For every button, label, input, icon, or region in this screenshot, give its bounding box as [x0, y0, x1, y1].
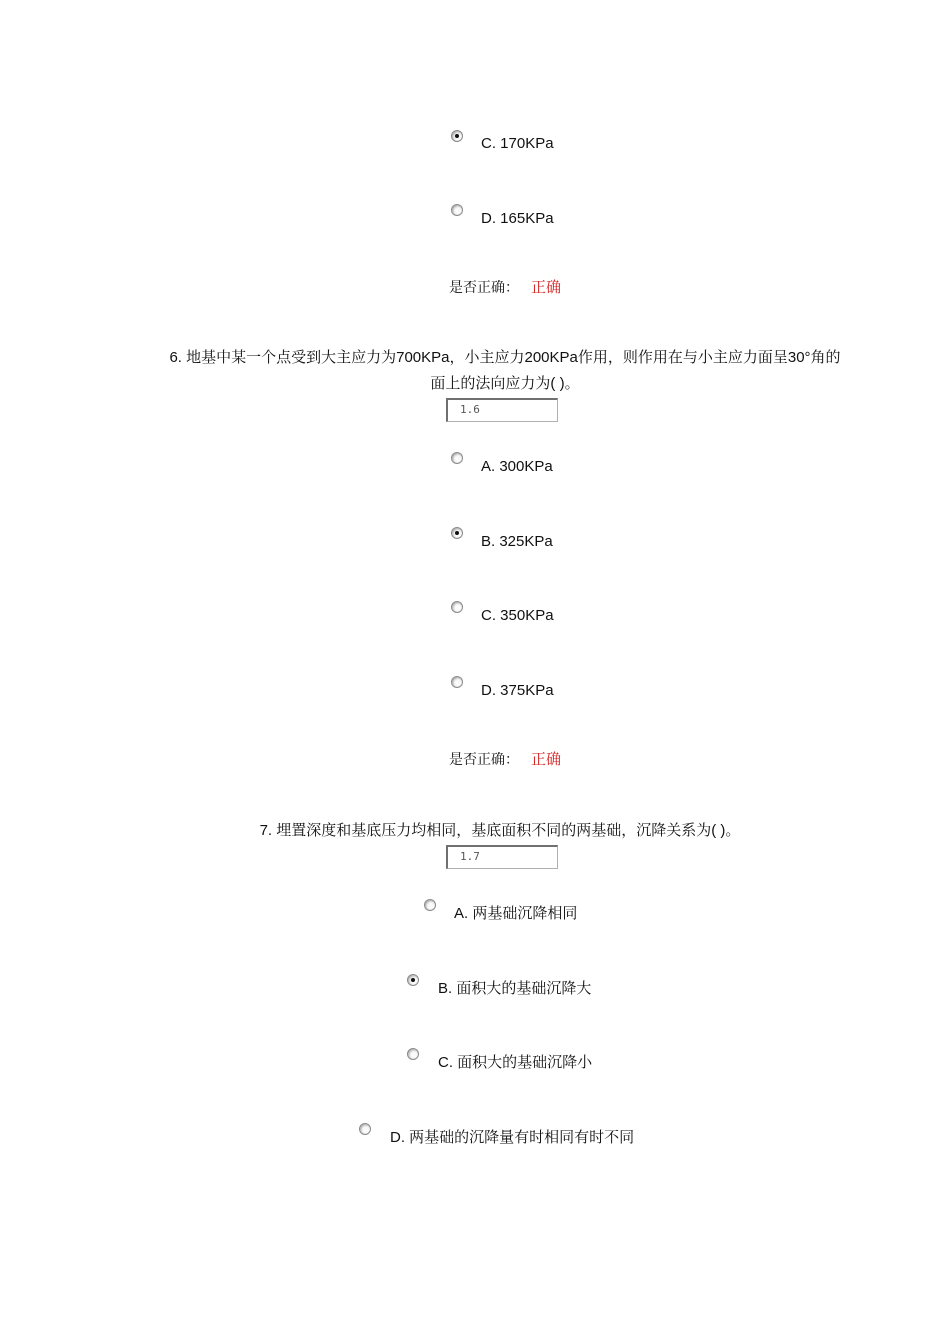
q7-answer-box: 1.7 — [446, 845, 558, 869]
q5-option-c-label: C. 170KPa — [481, 135, 554, 152]
q5-result-label: 是否正确： — [449, 279, 519, 295]
q5-option-d-label: D. 165KPa — [481, 210, 554, 227]
q6-option-c-radio[interactable] — [451, 601, 463, 613]
q5-option-c-radio[interactable] — [451, 130, 463, 142]
q6-option-a-label: A. 300KPa — [481, 458, 553, 475]
q6-option-d-radio[interactable] — [451, 676, 463, 688]
q6-question-line1: 6. 地基中某一个点受到大主应力为700KPa，小主应力200KPa作用，则作用在与小主应力面呈30°角的 — [169, 349, 841, 366]
q7-option-c-label: C. 面积大的基础沉降小 — [438, 1054, 593, 1071]
q6-question-line2: 面上的法向应力为( )。 — [430, 375, 580, 392]
q7-option-d-label: D. 两基础的沉降量有时相同有时不同 — [390, 1129, 635, 1146]
q6-result-value: 正确 — [531, 751, 562, 768]
q7-option-b-radio[interactable] — [407, 974, 419, 986]
q7-option-c-radio[interactable] — [407, 1048, 419, 1060]
q7-question-line: 7. 埋置深度和基底压力均相同，基底面积不同的两基础，沉降关系为( )。 — [259, 822, 741, 839]
q5-result-value: 正确 — [531, 279, 562, 296]
q5-option-d-radio[interactable] — [451, 204, 463, 216]
q6-option-b-radio[interactable] — [451, 527, 463, 539]
q6-answer-box: 1.6 — [446, 398, 558, 422]
q6-option-d-label: D. 375KPa — [481, 682, 554, 699]
q7-option-d-radio[interactable] — [359, 1123, 371, 1135]
q6-result-label: 是否正确： — [449, 751, 519, 767]
q7-option-b-label: B. 面积大的基础沉降大 — [438, 980, 592, 997]
q5-result — [449, 277, 561, 297]
q7-option-a-label: A. 两基础沉降相同 — [454, 905, 578, 922]
q6-question — [120, 345, 890, 397]
q7-question — [120, 818, 880, 844]
q7-option-a-radio[interactable] — [424, 899, 436, 911]
q6-option-b-label: B. 325KPa — [481, 533, 553, 550]
q6-option-a-radio[interactable] — [451, 452, 463, 464]
q6-result — [449, 749, 561, 769]
q6-option-c-label: C. 350KPa — [481, 607, 554, 624]
